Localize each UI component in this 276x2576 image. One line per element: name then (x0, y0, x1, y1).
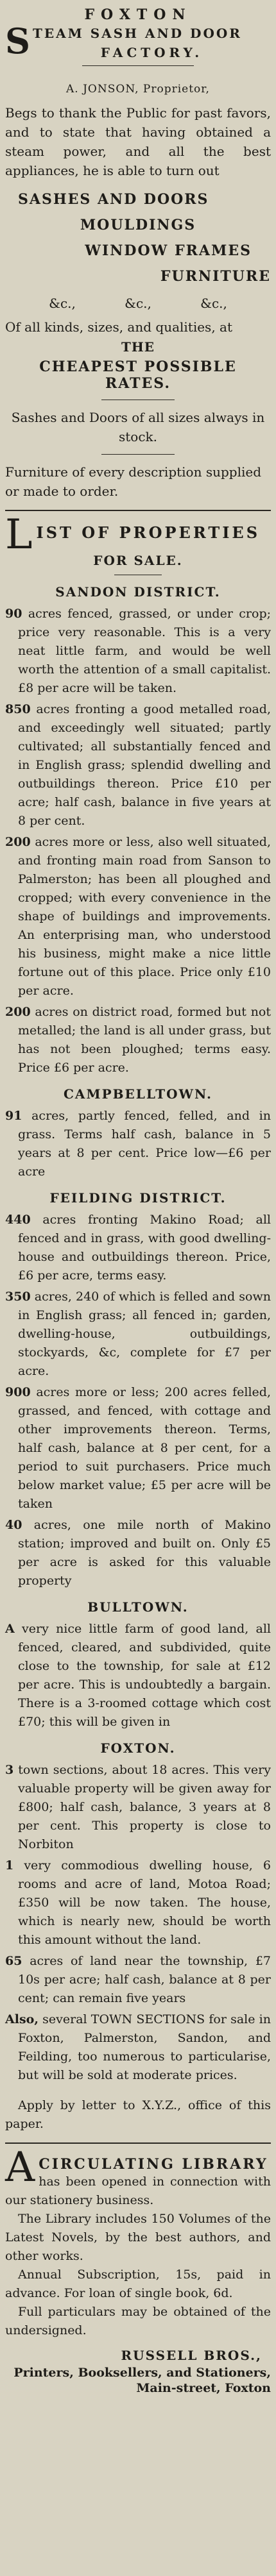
ad-place-heading: FOXTON (84, 6, 192, 23)
ad-sash-door-factory (5, 6, 271, 501)
etc-text: &c., (49, 296, 76, 311)
property-lot (5, 1211, 271, 1285)
divider (101, 454, 175, 455)
lot-quantity: 440 (5, 1213, 31, 1227)
drop-cap: L (5, 511, 33, 559)
library-lead: has been opened in connection with our stationery business. (5, 2175, 271, 2207)
intro-paragraph: Begs to thank the Public for past favors, and to state that having obtained a steam power, and all the best appliances, he is able to turn out (5, 105, 271, 178)
lot-quantity: 65 (5, 1954, 22, 1968)
ad-list-of-properties (5, 511, 272, 2134)
district-heading: FEILDING DISTRICT. (49, 1190, 227, 1206)
lot-description: acres on district road, formed but not metalled; the land is all under grass, but has not been ploughed; terms easy. Price £6 per acre. (18, 1005, 271, 1075)
lot-description: acres more or less, also well situated, and fronting main road from Sanson to Palmerston; has been all ploughed and cropped; with every convenience in the shape of buildings and improvements. An enterprising man, who understood his business, might make a nice little fortune out of this place. Price only £10 per acre. (18, 835, 272, 998)
lot-description: acres, partly fenced, felled, and in grass. Terms half cash, balance in 5 years at 8 per cent. Price low—£6 per acre (18, 1109, 271, 1179)
lot-description: acres fenced, grassed, or under crop; price very reasonable. This is a very neat little farm, and would be well worth the attention of a small capitalist. £8 per acre will be taken. (18, 607, 272, 695)
property-lot (5, 1761, 271, 1854)
lot-quantity: 90 (5, 607, 22, 621)
apply-line: Apply by letter to X.Y.Z., office of this paper. (5, 2098, 271, 2131)
product-line: MOULDINGS (80, 217, 196, 233)
furniture-note: Furniture of every description supplied or made to order. (5, 464, 262, 499)
drop-cap: S (5, 21, 30, 62)
lot-description: town sections, about 18 acres. This very valuable property will be given away for £800; half cash, balance, 3 years at 8 per cent. This property is close to Norbiton (18, 1763, 271, 1851)
library-title: CIRCULATING LIBRARY (39, 2156, 268, 2173)
cheapest-rates-heading: CHEAPEST POSSIBLE RATES. (39, 358, 237, 392)
firm-trade: Printers, Booksellers, and Stationers, (13, 2366, 271, 2380)
ad-separator (5, 2142, 271, 2144)
firm-name-line-2: FACTORY. (100, 45, 203, 60)
lot-description: acres, one mile north of Makino station; improved and built on. Only £5 per acre is asked for this valuable property (18, 1518, 271, 1588)
lot-quantity: 40 (5, 1518, 22, 1532)
district-heading: FOXTON. (100, 1740, 176, 1756)
lot-quantity: 91 (5, 1109, 22, 1123)
district-heading: SANDON DISTRICT. (55, 584, 221, 600)
property-lot (5, 833, 271, 1000)
lot-quantity: 200 (5, 1005, 31, 1019)
firm-address: Main-street, Foxton (136, 2381, 271, 2395)
property-lot (5, 700, 271, 830)
property-lot (5, 2010, 271, 2085)
divider (82, 65, 194, 66)
lot-description: several TOWN SECTIONS for sale in Foxton, Palmerston, Sandon, and Feilding, too numerous to particularise, but will be sold at moderate prices. (18, 2012, 271, 2082)
library-paragraph: Annual Subscription, 15s, paid in advance. For loan of single book, 6d. (5, 2268, 271, 2300)
for-sale-heading: FOR SALE. (93, 553, 183, 568)
firm-name-line-1: TEAM SASH AND DOOR (33, 26, 242, 41)
lot-quantity: 3 (5, 1763, 14, 1777)
etc-text: &c., (125, 296, 151, 311)
product-line: FURNITURE (160, 268, 271, 285)
lot-quantity: Also, (5, 2012, 39, 2026)
property-lot (5, 1620, 271, 1731)
lot-quantity: 200 (5, 835, 31, 849)
product-line: WINDOW FRAMES (85, 242, 252, 259)
ad-circulating-library (5, 2144, 271, 2395)
the-word: THE (121, 339, 155, 355)
property-lot (5, 1288, 271, 1381)
firm-signature: RUSSELL BROS., (121, 2348, 262, 2363)
ad-separator (5, 510, 271, 511)
etc-text: &c., (200, 296, 227, 311)
lot-description: very nice little farm of good land, all fenced, cleared, and subdivided, quite close to the township, for sale at £12 per acre. This is undoubtedly a bargain. There is a 3-roomed cottage which cost £70; this will be given in (18, 1622, 271, 1729)
district-heading: BULLTOWN. (87, 1599, 189, 1615)
lot-quantity: 850 (5, 702, 31, 716)
lot-description: acres fronting Makino Road; all fenced and in grass, with good dwelling-house and outbuildings thereon. Price, £6 per acre, terms easy. (18, 1213, 271, 1283)
proprietor-line: A. JONSON, Proprietor, (66, 83, 210, 96)
property-lot (5, 1856, 271, 1949)
product-line: SASHES AND DOORS (18, 191, 209, 208)
district-heading: CAMPBELLTOWN. (64, 1086, 212, 1102)
lot-quantity: 900 (5, 1385, 31, 1399)
kinds-line: Of all kinds, sizes, and qualities, at (5, 319, 232, 335)
lot-quantity: 350 (5, 1290, 31, 1304)
lot-description: acres more or less; 200 acres felled, grassed, and fenced, with cottage and other improvements thereon. Terms, half cash, balance at 8 per cent, for a period to suit purchasers. Price much below market value; £5 per acre will be taken (18, 1385, 271, 1511)
drop-cap: A (5, 2144, 35, 2191)
property-lot (5, 1952, 271, 2008)
property-lot (5, 605, 271, 698)
property-lot (5, 1107, 271, 1181)
library-paragraph: Full particulars may be obtained of the undersigned. (5, 2305, 271, 2337)
lot-description: acres of land near the township, £7 10s per acre; half cash, balance at 8 per cent; can remain five years (18, 1954, 271, 2005)
lot-quantity: A (5, 1622, 15, 1636)
lot-description: acres, 240 of which is felled and sown in English grass; all fenced in; garden, dwelling-house, outbuildings, stockyards, &c, complete for £7 per acre. (18, 1290, 271, 1378)
property-lot (5, 1003, 271, 1077)
lot-quantity: 1 (5, 1858, 14, 1873)
lot-description: very commodious dwelling house, 6 rooms and acre of land, Motoa Road; £350 will be now taken. The house, which is nearly new, should be worth this amount without the land. (18, 1858, 271, 1947)
stock-line: Sashes and Doors of all sizes always in stock. (11, 410, 265, 444)
property-lot (5, 1516, 271, 1590)
properties-title: IST OF PROPERTIES (36, 523, 261, 542)
library-paragraph: The Library includes 150 Volumes of the Latest Novels, by the best authors, and other works. (5, 2212, 271, 2263)
property-lot (5, 1383, 271, 1513)
lot-description: acres fronting a good metalled road, and exceedingly well situated; partly cultivated; all substantially fenced and in English grass; splendid dwelling and outbuildings thereon. Price £10 per acre; half cash, balance in five years at 8 per cent. (18, 702, 271, 828)
etc-row (24, 296, 252, 311)
